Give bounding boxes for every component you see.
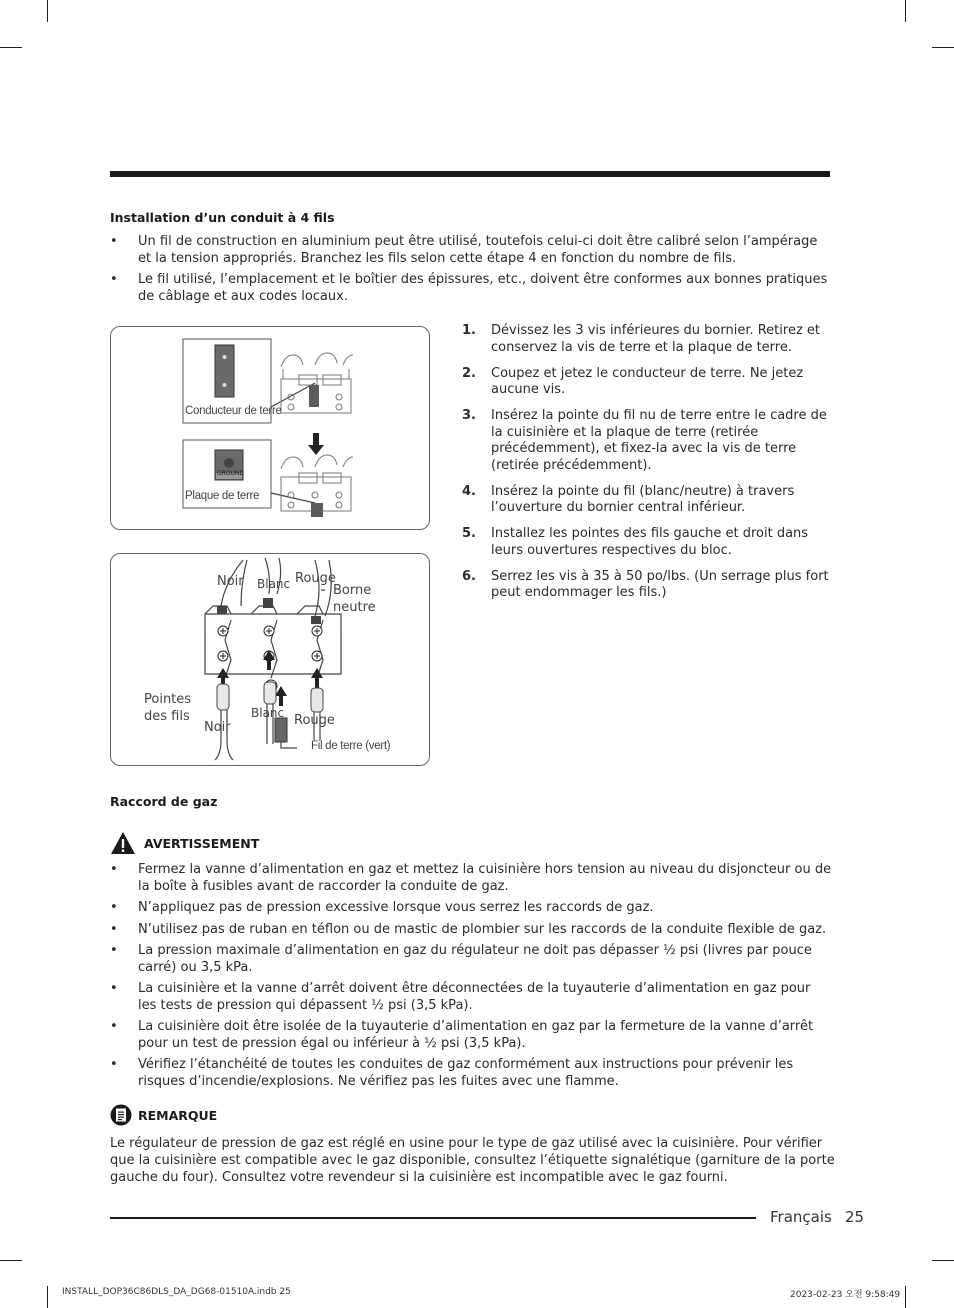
installation-steps xyxy=(462,323,832,611)
wiring-figure xyxy=(110,553,430,766)
footer-language: Français xyxy=(770,1208,832,1226)
section-title-conduit: Installation d’un conduit à 4 fils xyxy=(110,210,335,225)
list-item: 5. Installez les pointes des fils gauche et droit dans leurs ouvertures respectives du bloc. xyxy=(462,526,809,558)
terminal-block-illustration xyxy=(111,327,429,529)
crop-mark xyxy=(0,47,22,48)
note-text: Le régulateur de pression de gaz est réglé en usine pour le type de gaz utilisé avec la cuisinière. Pour vérifier que la cuisinière est compatible avec le gaz disponible, consultez l’étiquette signalétique (garniture de la porte gauche du four). Consultez votre revendeur si la cuisinière est incompatible avec le gaz fourni. xyxy=(110,1136,835,1185)
list-item: 3. Insérez la pointe du fil nu de terre entre le cadre de la cuisinière et la plaque de terre (retirée précédemment), et fixez-la avec la vis de terre (retirée précédemment). xyxy=(462,408,827,473)
crop-mark xyxy=(932,47,954,48)
crop-mark xyxy=(932,1260,954,1261)
label-wire-ends: Pointes des fils xyxy=(144,692,192,724)
header-rule xyxy=(110,171,830,177)
warning-heading xyxy=(110,830,259,856)
conduit-bullet-list xyxy=(110,234,832,310)
crop-mark xyxy=(47,0,48,22)
crop-mark xyxy=(905,0,906,22)
footer-rule xyxy=(110,1217,756,1219)
ground-plate-figure xyxy=(110,326,430,530)
list-item: • La cuisinière doit être isolée de la tuyauterie d’alimentation en gaz par la fermeture de la vanne d’arrêt pour un test de pression égal ou inférieur à ½ psi (3,5 kPa). xyxy=(110,1019,814,1051)
label-white-top: Blanc xyxy=(257,577,291,591)
print-slug-date: 2023-02-23 오전 9:58:49 xyxy=(790,1290,901,1300)
list-item: • Vérifiez l’étanchéité de toutes les conduites de gaz conformément aux instructions pour prévenir les risques d’incendie/explosions. Ne vérifiez pas les fuites avec une flamme. xyxy=(110,1057,794,1089)
label-black-top: Noir xyxy=(217,574,244,589)
label-black-bottom: Noir xyxy=(204,720,231,735)
label-ground-plate: Plaque de terre xyxy=(185,490,260,502)
plate-text: GROUND xyxy=(217,470,245,477)
crop-mark xyxy=(47,1286,48,1308)
crop-mark xyxy=(905,1286,906,1308)
list-item: 2. Coupez et jetez le conducteur de terre. Ne jetez aucune vis. xyxy=(462,365,804,397)
label-red-bottom: Rouge xyxy=(294,713,335,728)
section-title-gas: Raccord de gaz xyxy=(110,794,218,809)
label-white-bottom: Blanc xyxy=(251,706,285,720)
label-red-top: Rouge xyxy=(295,571,336,586)
note-icon xyxy=(110,1104,132,1126)
label-ground-wire: Fil de terre (vert) xyxy=(311,740,391,752)
page-number: 25 xyxy=(845,1208,865,1226)
warning-bullet-list xyxy=(110,862,832,1095)
list-item: 1. Dévissez les 3 vis inférieures du bornier. Retirez et conservez la vis de terre et la plaque de terre. xyxy=(462,323,820,355)
list-item: • Un fil de construction en aluminium peut être utilisé, toutefois celui-ci doit être calibré selon l’ampérage et la tension appropriés. Branchez les fils selon cette étape 4 en fonction du nombre de fils. xyxy=(110,234,818,266)
label-ground-conductor: Conducteur de terre xyxy=(185,405,282,417)
list-item: • La pression maximale d’alimentation en gaz du régulateur ne doit pas dépasser ½ psi (livres par pouce carré) ou 3,5 kPa. xyxy=(110,943,812,975)
list-item: • N’appliquez pas de pression excessive lorsque vous serrez les raccords de gaz. xyxy=(110,900,654,915)
note-heading xyxy=(110,1103,217,1127)
warning-icon xyxy=(110,831,136,855)
warning-label: AVERTISSEMENT xyxy=(144,835,260,851)
list-item: • Le fil utilisé, l’emplacement et le boîtier des épissures, etc., doivent être conformes aux bonnes pratiques de câblage et aux codes locaux. xyxy=(110,272,828,304)
note-label: REMARQUE xyxy=(138,1107,218,1123)
print-slug-file: INSTALL_DOP36C86DLS_DA_DG68-01510A.indb 25 xyxy=(62,1287,291,1297)
label-neutral-terminal: Borne neutre xyxy=(333,583,376,615)
list-item: • Fermez la vanne d’alimentation en gaz et mettez la cuisinière hors tension au niveau du disjoncteur ou de la boîte à fusibles avant de raccorder la conduite de gaz. xyxy=(110,862,832,894)
list-item: • La cuisinière et la vanne d’arrêt doivent être déconnectées de la tuyauterie d’alimentation en gaz pour les tests de pression qui dépassent ½ psi (3,5 kPa). xyxy=(110,981,811,1013)
crop-mark xyxy=(0,1260,22,1261)
list-item: 4. Insérez la pointe du fil (blanc/neutre) à travers l’ouverture du bornier central inférieur. xyxy=(462,483,795,515)
list-item: 6. Serrez les vis à 35 à 50 po/lbs. (Un serrage plus fort peut endommager les fils.) xyxy=(462,568,829,600)
list-item: • N’utilisez pas de ruban en téflon ou de mastic de plombier sur les raccords de la conduite flexible de gaz. xyxy=(110,921,827,937)
